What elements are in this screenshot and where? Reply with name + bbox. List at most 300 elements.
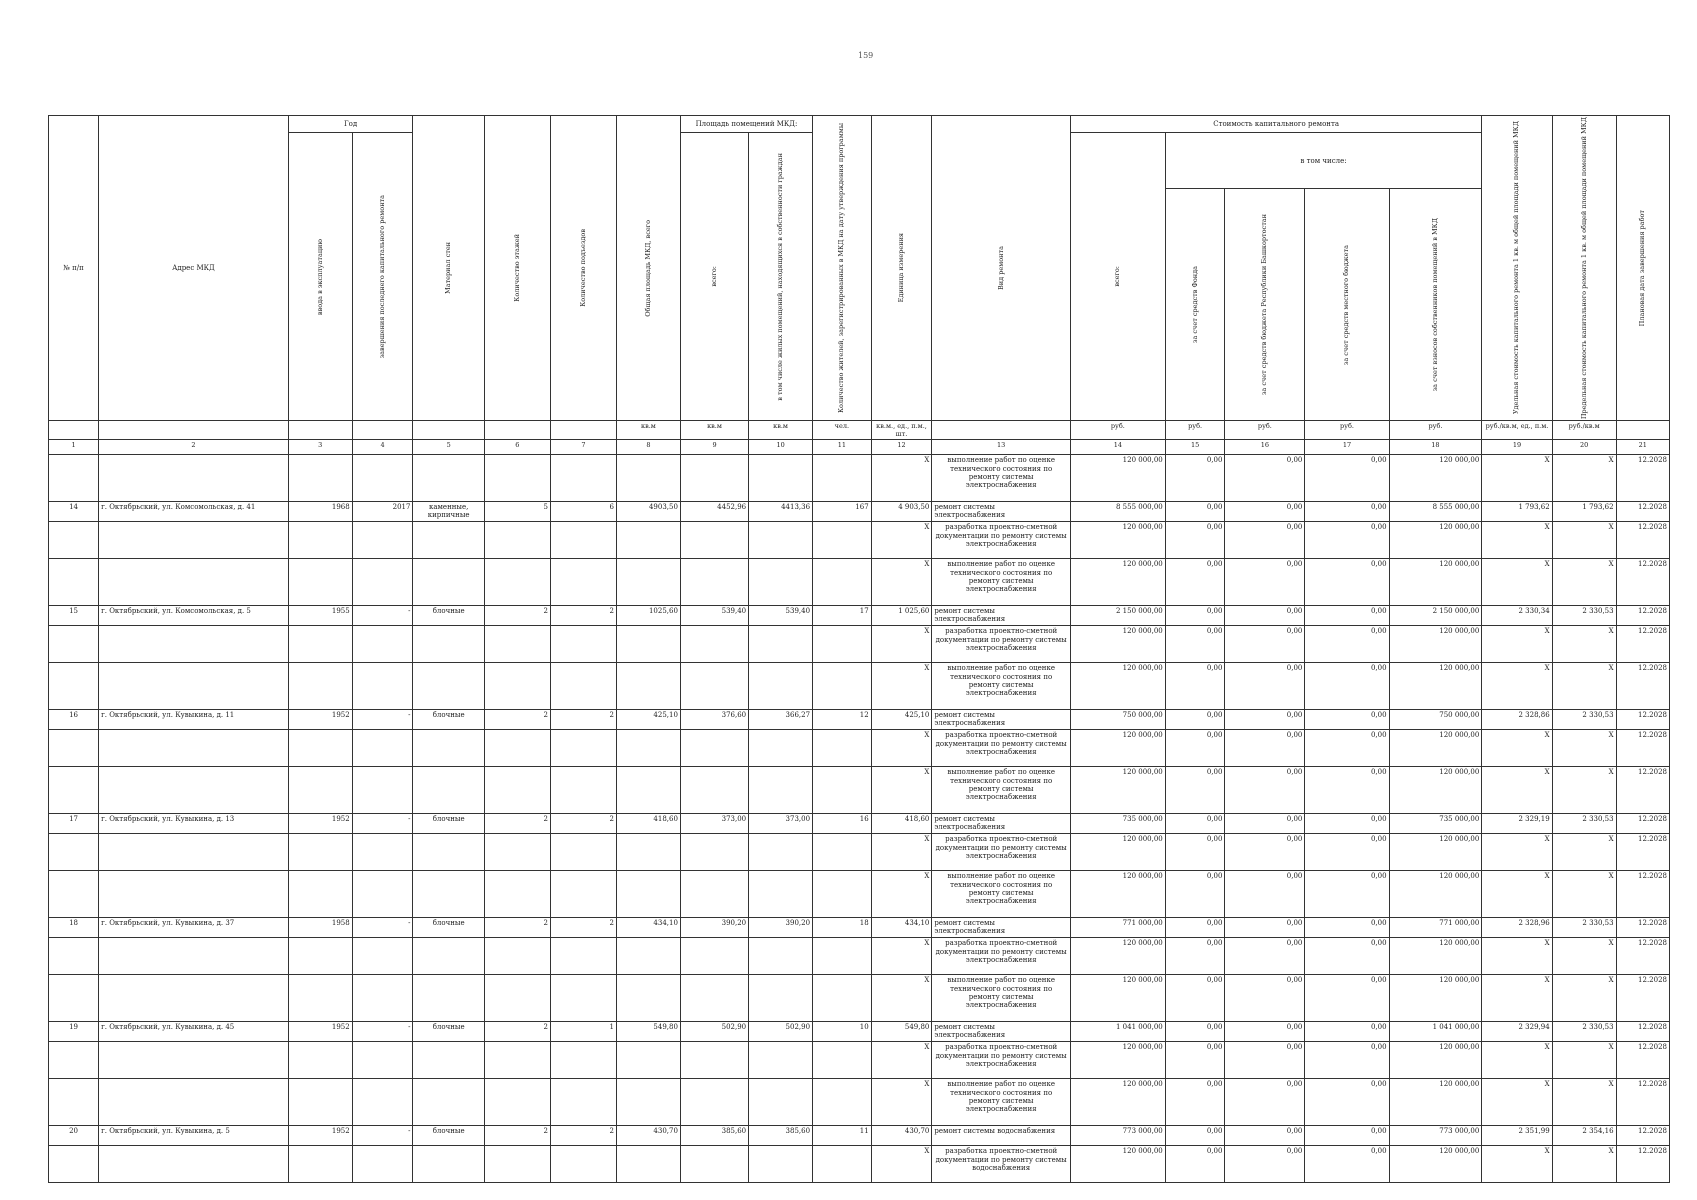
empty-cell bbox=[680, 975, 748, 1022]
cost-republic-cell: 0,00 bbox=[1225, 502, 1305, 522]
residents-cell: 11 bbox=[813, 1126, 872, 1146]
total-area-cell: 549,80 bbox=[616, 1022, 680, 1042]
address-cell: г. Октябрьский, ул. Кувыкина, д. 11 bbox=[99, 710, 289, 730]
work-cell: ремонт системы электроснабжения bbox=[932, 606, 1071, 626]
empty-cell bbox=[484, 522, 550, 559]
cost-owners-cell: 771 000,00 bbox=[1389, 918, 1482, 938]
unit-cell: руб. bbox=[1305, 421, 1389, 440]
empty-cell bbox=[413, 938, 484, 975]
column-index-cell: 17 bbox=[1305, 440, 1389, 455]
residents-cell: 18 bbox=[813, 918, 872, 938]
year-commission-cell: 1968 bbox=[288, 502, 352, 522]
total-area-cell: 418,60 bbox=[616, 814, 680, 834]
unit-cost-cell: Х bbox=[1482, 730, 1552, 767]
empty-cell bbox=[288, 663, 352, 710]
empty-cell bbox=[99, 626, 289, 663]
date-cell: 12.2028 bbox=[1616, 975, 1669, 1022]
cost-local-cell: 0,00 bbox=[1305, 710, 1389, 730]
work-cell: выполнение работ по оценке технического состояния по ремонту системы электроснабжения bbox=[932, 663, 1071, 710]
table-row bbox=[49, 606, 1670, 626]
wall-material-cell: блочные bbox=[413, 918, 484, 938]
year-last-repair-cell: - bbox=[352, 710, 413, 730]
empty-cell bbox=[550, 834, 616, 871]
empty-cell bbox=[616, 626, 680, 663]
empty-cell bbox=[680, 626, 748, 663]
table-row bbox=[49, 455, 1670, 502]
cost-owners-cell: 120 000,00 bbox=[1389, 559, 1482, 606]
empty-cell bbox=[484, 938, 550, 975]
empty-cell bbox=[484, 834, 550, 871]
header-wall-material: Материал стен bbox=[413, 116, 484, 421]
header-cost-group: Стоимость капитального ремонта bbox=[1070, 116, 1481, 133]
date-cell: 12.2028 bbox=[1616, 559, 1669, 606]
column-index-cell: 7 bbox=[550, 440, 616, 455]
row-number-cell: 18 bbox=[49, 918, 99, 938]
header-floors: Количество этажей bbox=[484, 116, 550, 421]
date-cell: 12.2028 bbox=[1616, 871, 1669, 918]
empty-cell bbox=[49, 1146, 99, 1183]
empty-cell bbox=[550, 767, 616, 814]
cost-republic-cell: 0,00 bbox=[1225, 730, 1305, 767]
table-row bbox=[49, 522, 1670, 559]
date-cell: 12.2028 bbox=[1616, 1079, 1669, 1126]
empty-cell bbox=[550, 626, 616, 663]
area-total-cell: 390,20 bbox=[680, 918, 748, 938]
column-index-cell: 5 bbox=[413, 440, 484, 455]
cost-republic-cell: 0,00 bbox=[1225, 1042, 1305, 1079]
work-cell: ремонт системы электроснабжения bbox=[932, 918, 1071, 938]
unit-cell: Х bbox=[871, 767, 932, 814]
empty-cell bbox=[680, 730, 748, 767]
date-cell: 12.2028 bbox=[1616, 455, 1669, 502]
empty-cell bbox=[550, 559, 616, 606]
table-row bbox=[49, 663, 1670, 710]
date-cell: 12.2028 bbox=[1616, 1042, 1669, 1079]
cost-total-cell: 120 000,00 bbox=[1070, 975, 1165, 1022]
empty-cell bbox=[749, 834, 813, 871]
unit-cell bbox=[1616, 421, 1669, 440]
column-index-cell: 10 bbox=[749, 440, 813, 455]
row-number-cell: 19 bbox=[49, 1022, 99, 1042]
cost-total-cell: 120 000,00 bbox=[1070, 871, 1165, 918]
empty-cell bbox=[413, 975, 484, 1022]
header-cost-republic: за счет средств бюджета Республики Башкортостан bbox=[1225, 189, 1305, 421]
cost-fund-cell: 0,00 bbox=[1165, 522, 1225, 559]
cost-total-cell: 120 000,00 bbox=[1070, 663, 1165, 710]
year-last-repair-cell: - bbox=[352, 606, 413, 626]
empty-cell bbox=[616, 975, 680, 1022]
work-cell: разработка проектно-сметной документации по ремонту системы водоснабжения bbox=[932, 1146, 1071, 1183]
empty-cell bbox=[550, 1146, 616, 1183]
column-index-cell: 4 bbox=[352, 440, 413, 455]
empty-cell bbox=[49, 559, 99, 606]
empty-cell bbox=[680, 455, 748, 502]
area-residential-cell: 539,40 bbox=[749, 606, 813, 626]
cost-owners-cell: 120 000,00 bbox=[1389, 626, 1482, 663]
cost-owners-cell: 1 041 000,00 bbox=[1389, 1022, 1482, 1042]
cost-fund-cell: 0,00 bbox=[1165, 975, 1225, 1022]
empty-cell bbox=[49, 730, 99, 767]
area-total-cell: 539,40 bbox=[680, 606, 748, 626]
cost-local-cell: 0,00 bbox=[1305, 1146, 1389, 1183]
max-cost-cell: 2 330,53 bbox=[1552, 814, 1616, 834]
empty-cell bbox=[749, 730, 813, 767]
unit-cost-cell: Х bbox=[1482, 1042, 1552, 1079]
cost-total-cell: 120 000,00 bbox=[1070, 1042, 1165, 1079]
empty-cell bbox=[49, 663, 99, 710]
residents-cell: 10 bbox=[813, 1022, 872, 1042]
cost-local-cell: 0,00 bbox=[1305, 938, 1389, 975]
work-cell: выполнение работ по оценке технического состояния по ремонту системы электроснабжения bbox=[932, 871, 1071, 918]
cost-republic-cell: 0,00 bbox=[1225, 918, 1305, 938]
empty-cell bbox=[288, 522, 352, 559]
cost-fund-cell: 0,00 bbox=[1165, 918, 1225, 938]
header-year-group: Год bbox=[288, 116, 413, 133]
unit-cost-cell: 2 328,86 bbox=[1482, 710, 1552, 730]
unit-cell: руб. bbox=[1070, 421, 1165, 440]
cost-total-cell: 120 000,00 bbox=[1070, 455, 1165, 502]
unit-cell: Х bbox=[871, 1146, 932, 1183]
empty-cell bbox=[813, 522, 872, 559]
cost-fund-cell: 0,00 bbox=[1165, 1022, 1225, 1042]
cost-total-cell: 771 000,00 bbox=[1070, 918, 1165, 938]
floors-cell: 2 bbox=[484, 606, 550, 626]
work-cell: выполнение работ по оценке технического состояния по ремонту системы электроснабжения bbox=[932, 767, 1071, 814]
empty-cell bbox=[484, 559, 550, 606]
unit-cost-cell: 1 793,62 bbox=[1482, 502, 1552, 522]
empty-cell bbox=[288, 975, 352, 1022]
wall-material-cell: каменные, кирпичные bbox=[413, 502, 484, 522]
cost-republic-cell: 0,00 bbox=[1225, 626, 1305, 663]
header-area-total: всего: bbox=[680, 133, 748, 421]
empty-cell bbox=[813, 767, 872, 814]
table-row bbox=[49, 559, 1670, 606]
unit-cost-cell: Х bbox=[1482, 1079, 1552, 1126]
cost-owners-cell: 735 000,00 bbox=[1389, 814, 1482, 834]
unit-cell: руб. bbox=[1225, 421, 1305, 440]
empty-cell bbox=[484, 1146, 550, 1183]
unit-cell: кв.м bbox=[680, 421, 748, 440]
cost-total-cell: 120 000,00 bbox=[1070, 559, 1165, 606]
address-cell: г. Октябрьский, ул. Кувыкина, д. 37 bbox=[99, 918, 289, 938]
floors-cell: 2 bbox=[484, 1126, 550, 1146]
max-cost-cell: 2 330,53 bbox=[1552, 1022, 1616, 1042]
empty-cell bbox=[49, 938, 99, 975]
work-cell: ремонт системы электроснабжения bbox=[932, 502, 1071, 522]
units-row bbox=[49, 421, 1670, 440]
empty-cell bbox=[616, 938, 680, 975]
table-row bbox=[49, 1022, 1670, 1042]
empty-cell bbox=[49, 834, 99, 871]
unit-cost-cell: 2 329,94 bbox=[1482, 1022, 1552, 1042]
unit-cell: Х bbox=[871, 834, 932, 871]
year-commission-cell: 1955 bbox=[288, 606, 352, 626]
address-cell: г. Октябрьский, ул. Кувыкина, д. 13 bbox=[99, 814, 289, 834]
cost-total-cell: 120 000,00 bbox=[1070, 626, 1165, 663]
area-residential-cell: 390,20 bbox=[749, 918, 813, 938]
row-number-cell: 14 bbox=[49, 502, 99, 522]
work-cell: разработка проектно-сметной документации по ремонту системы электроснабжения bbox=[932, 938, 1071, 975]
empty-cell bbox=[550, 730, 616, 767]
quantity-cell: 418,60 bbox=[871, 814, 932, 834]
cost-total-cell: 2 150 000,00 bbox=[1070, 606, 1165, 626]
header-residents: Количество жителей, зарегистрированных в МКД на дату утверждения программы bbox=[813, 116, 872, 421]
empty-cell bbox=[616, 455, 680, 502]
empty-cell bbox=[813, 626, 872, 663]
cost-fund-cell: 0,00 bbox=[1165, 730, 1225, 767]
work-cell: выполнение работ по оценке технического состояния по ремонту системы электроснабжения bbox=[932, 455, 1071, 502]
empty-cell bbox=[680, 559, 748, 606]
date-cell: 12.2028 bbox=[1616, 1126, 1669, 1146]
empty-cell bbox=[352, 730, 413, 767]
empty-cell bbox=[813, 559, 872, 606]
cost-republic-cell: 0,00 bbox=[1225, 938, 1305, 975]
max-cost-cell: Х bbox=[1552, 663, 1616, 710]
empty-cell bbox=[99, 730, 289, 767]
max-cost-cell: Х bbox=[1552, 975, 1616, 1022]
empty-cell bbox=[749, 975, 813, 1022]
max-cost-cell: Х bbox=[1552, 834, 1616, 871]
empty-cell bbox=[749, 1146, 813, 1183]
max-cost-cell: Х bbox=[1552, 938, 1616, 975]
page-number: 159 bbox=[858, 51, 874, 60]
unit-cost-cell: Х bbox=[1482, 975, 1552, 1022]
empty-cell bbox=[413, 663, 484, 710]
entrances-cell: 1 bbox=[550, 1022, 616, 1042]
empty-cell bbox=[749, 455, 813, 502]
header-year-last-repair: завершения последнего капитального ремонта bbox=[352, 133, 413, 421]
residents-cell: 17 bbox=[813, 606, 872, 626]
empty-cell bbox=[616, 1079, 680, 1126]
column-index-cell: 6 bbox=[484, 440, 550, 455]
cost-local-cell: 0,00 bbox=[1305, 559, 1389, 606]
unit-cell: руб. bbox=[1389, 421, 1482, 440]
cost-republic-cell: 0,00 bbox=[1225, 814, 1305, 834]
table-row bbox=[49, 626, 1670, 663]
empty-cell bbox=[49, 975, 99, 1022]
table-row bbox=[49, 938, 1670, 975]
empty-cell bbox=[680, 938, 748, 975]
column-index-cell: 13 bbox=[932, 440, 1071, 455]
empty-cell bbox=[413, 767, 484, 814]
empty-cell bbox=[616, 1042, 680, 1079]
empty-cell bbox=[680, 1079, 748, 1126]
header-max-cost: Предельная стоимость капитального ремонта 1 кв. м общей площади помещений МКД bbox=[1552, 116, 1616, 421]
empty-cell bbox=[749, 626, 813, 663]
unit-cost-cell: Х bbox=[1482, 938, 1552, 975]
empty-cell bbox=[680, 663, 748, 710]
cost-fund-cell: 0,00 bbox=[1165, 1146, 1225, 1183]
empty-cell bbox=[616, 522, 680, 559]
date-cell: 12.2028 bbox=[1616, 834, 1669, 871]
unit-cell: Х bbox=[871, 730, 932, 767]
empty-cell bbox=[413, 1146, 484, 1183]
column-index-cell: 3 bbox=[288, 440, 352, 455]
empty-cell bbox=[749, 522, 813, 559]
table-body bbox=[49, 455, 1670, 1183]
entrances-cell: 2 bbox=[550, 814, 616, 834]
header-no: № п/п bbox=[49, 116, 99, 421]
unit-cell: Х bbox=[871, 455, 932, 502]
max-cost-cell: Х bbox=[1552, 626, 1616, 663]
unit-cell bbox=[413, 421, 484, 440]
empty-cell bbox=[413, 1042, 484, 1079]
cost-owners-cell: 773 000,00 bbox=[1389, 1126, 1482, 1146]
total-area-cell: 430,70 bbox=[616, 1126, 680, 1146]
empty-cell bbox=[813, 871, 872, 918]
work-cell: разработка проектно-сметной документации по ремонту системы электроснабжения bbox=[932, 1042, 1071, 1079]
address-cell: г. Октябрьский, ул. Комсомольская, д. 5 bbox=[99, 606, 289, 626]
floors-cell: 2 bbox=[484, 814, 550, 834]
empty-cell bbox=[99, 559, 289, 606]
area-total-cell: 4452,96 bbox=[680, 502, 748, 522]
cost-fund-cell: 0,00 bbox=[1165, 834, 1225, 871]
row-number-cell: 16 bbox=[49, 710, 99, 730]
area-residential-cell: 4413,36 bbox=[749, 502, 813, 522]
header-address: Адрес МКД bbox=[99, 116, 289, 421]
empty-cell bbox=[813, 834, 872, 871]
empty-cell bbox=[288, 626, 352, 663]
unit-cell: Х bbox=[871, 871, 932, 918]
max-cost-cell: 2 354,16 bbox=[1552, 1126, 1616, 1146]
empty-cell bbox=[813, 1146, 872, 1183]
empty-cell bbox=[413, 559, 484, 606]
header-cost-total: всего: bbox=[1070, 133, 1165, 421]
table-row bbox=[49, 1079, 1670, 1126]
empty-cell bbox=[413, 834, 484, 871]
work-cell: разработка проектно-сметной документации по ремонту системы электроснабжения bbox=[932, 522, 1071, 559]
work-cell: разработка проектно-сметной документации по ремонту системы электроснабжения bbox=[932, 730, 1071, 767]
empty-cell bbox=[288, 767, 352, 814]
empty-cell bbox=[616, 834, 680, 871]
cost-owners-cell: 120 000,00 bbox=[1389, 767, 1482, 814]
header-area-residential: в том числе жилых помещений, находящихся в собственности граждан bbox=[749, 133, 813, 421]
empty-cell bbox=[813, 1042, 872, 1079]
max-cost-cell: Х bbox=[1552, 767, 1616, 814]
cost-owners-cell: 120 000,00 bbox=[1389, 975, 1482, 1022]
date-cell: 12.2028 bbox=[1616, 626, 1669, 663]
max-cost-cell: Х bbox=[1552, 559, 1616, 606]
total-area-cell: 434,10 bbox=[616, 918, 680, 938]
empty-cell bbox=[813, 455, 872, 502]
empty-cell bbox=[352, 767, 413, 814]
empty-cell bbox=[49, 626, 99, 663]
cost-fund-cell: 0,00 bbox=[1165, 814, 1225, 834]
work-cell: ремонт системы электроснабжения bbox=[932, 814, 1071, 834]
empty-cell bbox=[749, 1079, 813, 1126]
empty-cell bbox=[749, 663, 813, 710]
column-index-cell: 12 bbox=[871, 440, 932, 455]
column-index-cell: 19 bbox=[1482, 440, 1552, 455]
unit-cost-cell: Х bbox=[1482, 767, 1552, 814]
cost-fund-cell: 0,00 bbox=[1165, 871, 1225, 918]
cost-total-cell: 735 000,00 bbox=[1070, 814, 1165, 834]
empty-cell bbox=[813, 1079, 872, 1126]
header-planned-date: Плановая дата завершения работ bbox=[1616, 116, 1669, 421]
unit-cost-cell: Х bbox=[1482, 522, 1552, 559]
unit-cell: кв.м bbox=[749, 421, 813, 440]
quantity-cell: 4 903,50 bbox=[871, 502, 932, 522]
work-cell: ремонт системы водоснабжения bbox=[932, 1126, 1071, 1146]
cost-total-cell: 120 000,00 bbox=[1070, 730, 1165, 767]
empty-cell bbox=[413, 455, 484, 502]
quantity-cell: 434,10 bbox=[871, 918, 932, 938]
cost-fund-cell: 0,00 bbox=[1165, 626, 1225, 663]
year-last-repair-cell: 2017 bbox=[352, 502, 413, 522]
empty-cell bbox=[484, 871, 550, 918]
work-cell: выполнение работ по оценке технического состояния по ремонту системы электроснабжения bbox=[932, 975, 1071, 1022]
cost-local-cell: 0,00 bbox=[1305, 606, 1389, 626]
date-cell: 12.2028 bbox=[1616, 767, 1669, 814]
cost-local-cell: 0,00 bbox=[1305, 626, 1389, 663]
empty-cell bbox=[99, 1079, 289, 1126]
header-area-group: Площадь помещений МКД: bbox=[680, 116, 812, 133]
unit-cost-cell: Х bbox=[1482, 626, 1552, 663]
date-cell: 12.2028 bbox=[1616, 710, 1669, 730]
cost-local-cell: 0,00 bbox=[1305, 767, 1389, 814]
cost-republic-cell: 0,00 bbox=[1225, 663, 1305, 710]
table-header bbox=[49, 116, 1670, 455]
cost-republic-cell: 0,00 bbox=[1225, 1126, 1305, 1146]
quantity-cell: 549,80 bbox=[871, 1022, 932, 1042]
column-index-row bbox=[49, 440, 1670, 455]
cost-total-cell: 120 000,00 bbox=[1070, 1146, 1165, 1183]
empty-cell bbox=[352, 975, 413, 1022]
cost-local-cell: 0,00 bbox=[1305, 522, 1389, 559]
cost-fund-cell: 0,00 bbox=[1165, 1042, 1225, 1079]
area-residential-cell: 502,90 bbox=[749, 1022, 813, 1042]
cost-total-cell: 773 000,00 bbox=[1070, 1126, 1165, 1146]
empty-cell bbox=[813, 663, 872, 710]
empty-cell bbox=[484, 767, 550, 814]
cost-local-cell: 0,00 bbox=[1305, 834, 1389, 871]
column-index-cell: 18 bbox=[1389, 440, 1482, 455]
empty-cell bbox=[616, 730, 680, 767]
unit-cell: руб./кв.м bbox=[1552, 421, 1616, 440]
cost-fund-cell: 0,00 bbox=[1165, 663, 1225, 710]
empty-cell bbox=[352, 1146, 413, 1183]
row-number-cell: 20 bbox=[49, 1126, 99, 1146]
empty-cell bbox=[484, 1042, 550, 1079]
empty-cell bbox=[749, 559, 813, 606]
area-total-cell: 373,00 bbox=[680, 814, 748, 834]
empty-cell bbox=[680, 767, 748, 814]
date-cell: 12.2028 bbox=[1616, 1146, 1669, 1183]
cost-owners-cell: 2 150 000,00 bbox=[1389, 606, 1482, 626]
empty-cell bbox=[352, 938, 413, 975]
column-index-cell: 15 bbox=[1165, 440, 1225, 455]
unit-cell: Х bbox=[871, 1079, 932, 1126]
header-unit: Единица измерения bbox=[871, 116, 932, 421]
empty-cell bbox=[99, 938, 289, 975]
empty-cell bbox=[749, 871, 813, 918]
table-row bbox=[49, 1042, 1670, 1079]
empty-cell bbox=[680, 1146, 748, 1183]
empty-cell bbox=[413, 522, 484, 559]
empty-cell bbox=[352, 626, 413, 663]
empty-cell bbox=[550, 1079, 616, 1126]
max-cost-cell: 2 330,53 bbox=[1552, 710, 1616, 730]
address-cell: г. Октябрьский, ул. Кувыкина, д. 5 bbox=[99, 1126, 289, 1146]
empty-cell bbox=[352, 663, 413, 710]
empty-cell bbox=[99, 522, 289, 559]
wall-material-cell: блочные bbox=[413, 710, 484, 730]
column-index-cell: 2 bbox=[99, 440, 289, 455]
unit-cost-cell: Х bbox=[1482, 559, 1552, 606]
empty-cell bbox=[813, 938, 872, 975]
empty-cell bbox=[413, 1079, 484, 1126]
unit-cell: кв.м., ед., п.м., шт. bbox=[871, 421, 932, 440]
